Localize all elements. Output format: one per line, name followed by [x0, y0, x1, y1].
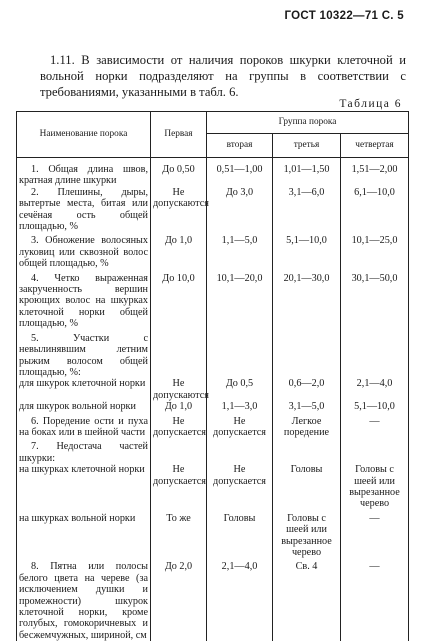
- cell-fourth: 5,1—10,0: [341, 401, 409, 412]
- table-row: [17, 558, 409, 641]
- cell-fourth: 10,1—25,0: [341, 232, 409, 269]
- row-name: 8. Пятна или полосы белого цвета на череве (за исключением душки и промежности) шкурок клеточной норки, кроме голубых, гомокоричневых и бесжемчужных, шириной, см: [19, 561, 148, 641]
- cell-third: 5,1—10,0: [273, 232, 341, 269]
- cell-fourth: 6,1—10,0: [341, 187, 409, 233]
- defects-table: [16, 111, 409, 641]
- cell-third: 3,1—5,0: [273, 401, 341, 412]
- cell-second: 0,51—1,00: [207, 164, 273, 187]
- cell-third: 1,01—1,50: [273, 164, 341, 187]
- cell-first: До 1,0: [151, 401, 207, 412]
- cell-first: Не допускается: [151, 413, 207, 439]
- cell-first: До 0,50: [151, 164, 207, 187]
- cell-first: До 2,0: [151, 558, 207, 641]
- table-row: [17, 378, 409, 401]
- cell-fourth: —: [341, 558, 409, 641]
- header-group-third: третья: [273, 134, 341, 158]
- header-group: Группа порока: [207, 112, 409, 134]
- cell-second: Не допускается: [207, 464, 273, 510]
- table-row: [17, 270, 409, 330]
- cell-third: 0,6—2,0: [273, 378, 341, 401]
- cell-fourth: 2,1—4,0: [341, 378, 409, 401]
- cell-fourth: Головы с шеей или вырезанное черево: [341, 464, 409, 510]
- cell-second: 1,1—5,0: [207, 232, 273, 269]
- cell-second: 1,1—3,0: [207, 401, 273, 412]
- cell-fourth: —: [341, 413, 409, 439]
- table-row: [17, 232, 409, 269]
- row-name: 6. Поредение ости и пуха на боках или в шейной части: [19, 415, 148, 438]
- table-row: [17, 401, 409, 412]
- row-name: для шкурок вольной норки: [19, 401, 136, 413]
- header-group-second: вторая: [207, 134, 273, 158]
- table-row: [17, 164, 409, 187]
- cell-first: До 10,0: [151, 270, 207, 330]
- cell-second: Не допускается: [207, 413, 273, 439]
- cell-second: 10,1—20,0: [207, 270, 273, 330]
- row-name: для шкурок клеточной норки: [19, 378, 146, 390]
- header-group-first: Первая: [151, 112, 207, 158]
- cell-first: То же: [151, 510, 207, 559]
- cell-first: Не допускаются: [151, 187, 207, 233]
- cell-third: 20,1—30,0: [273, 270, 341, 330]
- table-row: [17, 413, 409, 439]
- cell-fourth: 1,51—2,00: [341, 164, 409, 187]
- cell-second: 2,1—4,0: [207, 558, 273, 641]
- row-name: 4. Четко выраженная закрученность вершин кроющих волос на шкурках клеточной норки общей площадью, %: [19, 272, 148, 330]
- table-row: [17, 438, 409, 464]
- cell-third: 3,1—6,0: [273, 187, 341, 233]
- cell-third: Головы с шеей или вырезанное черево: [273, 510, 341, 559]
- row-name: 5. Участки с невылинявшим летним рыжим волосом общей площадью, %:: [19, 332, 148, 378]
- cell-third: Головы: [273, 464, 341, 510]
- row-name: 2. Плешины, дыры, вытертые места, битая или сечёная ость общей площадью, %: [19, 186, 148, 233]
- row-name: на шкурках клеточной норки: [19, 464, 145, 476]
- cell-second: До 3,0: [207, 187, 273, 233]
- table-row: [17, 330, 409, 379]
- header-group-fourth: четвертая: [341, 134, 409, 158]
- cell-third: Легкое поредение: [273, 413, 341, 439]
- cell-first: До 1,0: [151, 232, 207, 269]
- row-name: 3. Обножение волосяных луковиц или сквозной волос общей площадью, %: [19, 235, 148, 270]
- page-header: ГОСТ 10322—71 С. 5: [284, 10, 404, 22]
- row-name: на шкурках вольной норки: [19, 512, 136, 524]
- row-name: 1. Общая длина швов, кратная длине шкурки: [19, 164, 148, 187]
- intro-paragraph: 1.11. В зависимости от наличия пороков шкурки клеточной и вольной норки подразделяют на группы в соответствии с требованиями, указанными в табл. 6.: [40, 53, 406, 99]
- cell-first: Не допускается: [151, 464, 207, 510]
- cell-third: Св. 4: [273, 558, 341, 641]
- cell-second: До 0,5: [207, 378, 273, 401]
- header-defect-name: Наименование порока: [17, 112, 151, 158]
- row-name: 7. Недостача частей шкурки:: [19, 441, 148, 464]
- cell-fourth: —: [341, 510, 409, 559]
- table-caption: Таблица 6: [339, 98, 402, 110]
- table-row: [17, 187, 409, 233]
- cell-second: Головы: [207, 510, 273, 559]
- table-row: [17, 510, 409, 559]
- cell-first: Не допускаются: [151, 378, 207, 401]
- table-row: [17, 464, 409, 510]
- cell-fourth: 30,1—50,0: [341, 270, 409, 330]
